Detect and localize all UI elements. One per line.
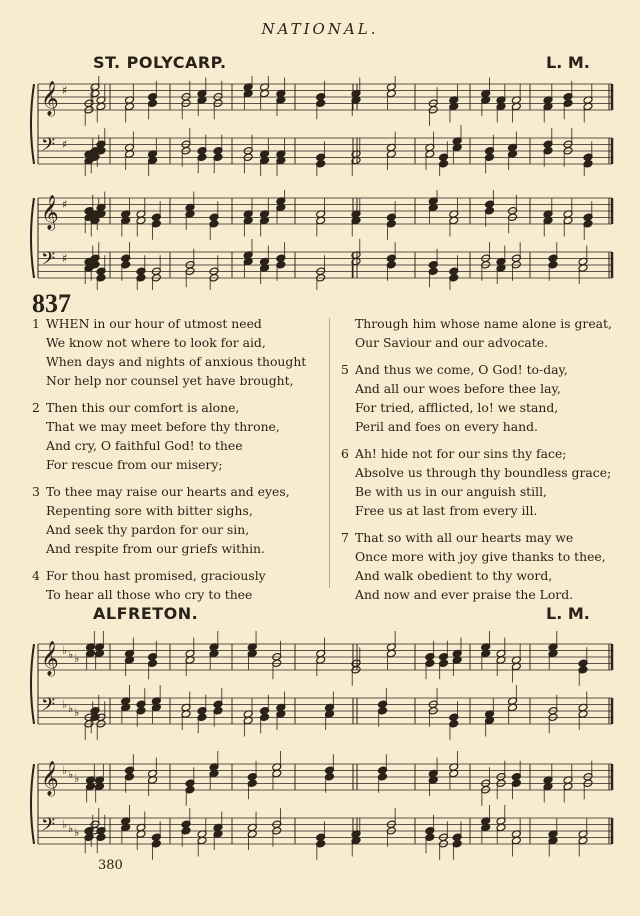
key-accidental-icon: ♭ [62,764,68,777]
verse-line-text: For tried, afflicted, lo! we stand, [355,400,559,415]
tune-title-st-polycarp: ST. POLYCARP. [93,53,227,72]
bass-clef-icon: 𝄢 [41,815,56,840]
verse-line [32,436,322,455]
hymn-right-column [341,314,621,612]
verse-line [32,539,322,558]
verse-line [32,520,322,539]
treble-clef-icon: 𝄞 [41,761,59,796]
verse-number: 4 [32,568,40,583]
key-accidental-icon: ♭ [74,706,80,719]
hymn-number: 837 [32,289,71,318]
music-system-4 [0,746,640,866]
verse-line-text: Through him whose name alone is great, [355,316,612,331]
verse-line-text: When days and nights of anxious thought [46,354,307,369]
verse-line [32,398,322,417]
verse-number: 6 [341,446,349,461]
verse-3 [32,482,322,558]
verse-line [32,585,322,604]
verse-5 [341,360,621,436]
music-system-3 [0,626,640,746]
verse-number: 2 [32,400,40,415]
bass-clef-icon: 𝄢 [41,135,56,160]
verse-2 [32,398,322,474]
verse-line-text: Absolve us through thy boundless grace; [355,465,612,480]
key-accidental-icon: ♭ [68,648,74,661]
system-brace [31,84,34,164]
verse-line-text: For rescue from our misery; [46,457,223,472]
verse-line-text: And thus we come, O God! to-day, [355,362,568,377]
verse-6 [341,444,621,520]
verse-4 [32,566,322,604]
treble-clef-icon: 𝄞 [41,81,59,116]
verse-line-text: To thee may raise our hearts and eyes, [46,484,290,499]
verse-cont [341,314,621,352]
bass-clef-icon: 𝄢 [41,249,56,274]
verse-line-text: Then this our comfort is alone, [46,400,240,415]
music-system-1 [0,76,640,176]
verse-line [32,371,322,390]
verse-line [341,379,621,398]
verse-line-text: Peril and foes on every hand. [355,419,538,434]
verse-number: 7 [341,530,349,545]
page-header: NATIONAL. [261,20,379,38]
verse-line-text: Once more with joy give thanks to thee, [355,549,606,564]
key-accidental-icon: ♯ [62,252,68,265]
key-accidental-icon: ♭ [68,768,74,781]
verse-line [32,501,322,520]
verse-line-text: Repenting sore with bitter sighs, [46,503,253,518]
verse-line [341,547,621,566]
key-accidental-icon: ♭ [74,826,80,839]
verse-line-text: And now and ever praise the Lord. [355,587,574,602]
verse-line [341,585,621,604]
system-brace [31,764,34,844]
verse-line [32,566,322,585]
verse-number: 1 [32,316,40,331]
verse-line [341,333,621,352]
tune-meter-alfreton: L. M. [546,604,590,623]
verse-line-text: Free us at last from every ill. [355,503,538,518]
verse-1 [32,314,322,390]
verse-line [341,444,621,463]
verse-line-text: And walk obedient to thy word, [355,568,553,583]
key-accidental-icon: ♯ [62,84,68,97]
key-accidental-icon: ♭ [62,698,68,711]
treble-clef-icon: 𝄞 [41,195,59,230]
key-accidental-icon: ♯ [62,198,68,211]
verse-7 [341,528,621,604]
verse-line [32,417,322,436]
verse-line-text: Nor help nor counsel yet have brought, [46,373,294,388]
verse-line [32,455,322,474]
verse-line [32,482,322,501]
verse-line [341,528,621,547]
verse-line [341,398,621,417]
verse-line-text: Our Saviour and our advocate. [355,335,549,350]
verse-line-text: And all our woes before thee lay, [355,381,561,396]
key-accidental-icon: ♯ [62,138,68,151]
verse-line [341,463,621,482]
verse-line [341,566,621,585]
tune-title-alfreton: ALFRETON. [93,604,199,623]
page-number: 380 [98,858,123,873]
key-accidental-icon: ♭ [62,818,68,831]
verse-line-text: And respite from our griefs within. [46,541,265,556]
verse-line-text: And cry, O faithful God! to thee [46,438,243,453]
verse-line-text: We know not where to look for aid, [46,335,266,350]
verse-line-text: WHEN in our hour of utmost need [46,316,262,331]
verse-line-text: That so with all our hearts may we [355,530,574,545]
verse-line-text: For thou hast promised, graciously [46,568,266,583]
key-accidental-icon: ♭ [68,822,74,835]
column-divider [329,318,330,588]
key-accidental-icon: ♭ [74,652,80,665]
key-accidental-icon: ♭ [68,702,74,715]
verse-line [32,333,322,352]
music-system-2 [0,190,640,290]
verse-line [32,314,322,333]
key-accidental-icon: ♭ [62,644,68,657]
verse-line [341,501,621,520]
verse-line [341,482,621,501]
verse-line-text: To hear all those who cry to thee [46,587,253,602]
key-accidental-icon: ♭ [74,772,80,785]
system-brace [31,198,34,278]
verse-line-text: Be with us in our anguish still, [355,484,547,499]
verse-line [341,314,621,333]
verse-number: 5 [341,362,349,377]
verse-line [341,360,621,379]
verse-number: 3 [32,484,40,499]
bass-clef-icon: 𝄢 [41,695,56,720]
verse-line-text: And seek thy pardon for our sin, [46,522,250,537]
verse-line [32,352,322,371]
tune-meter-st-polycarp: L. M. [546,53,590,72]
hymn-left-column [32,314,322,612]
treble-clef-icon: 𝄞 [41,641,59,676]
verse-line-text: That we may meet before thy throne, [46,419,280,434]
verse-line-text: Ah! hide not for our sins thy face; [355,446,567,461]
system-brace [31,644,34,724]
verse-line [341,417,621,436]
